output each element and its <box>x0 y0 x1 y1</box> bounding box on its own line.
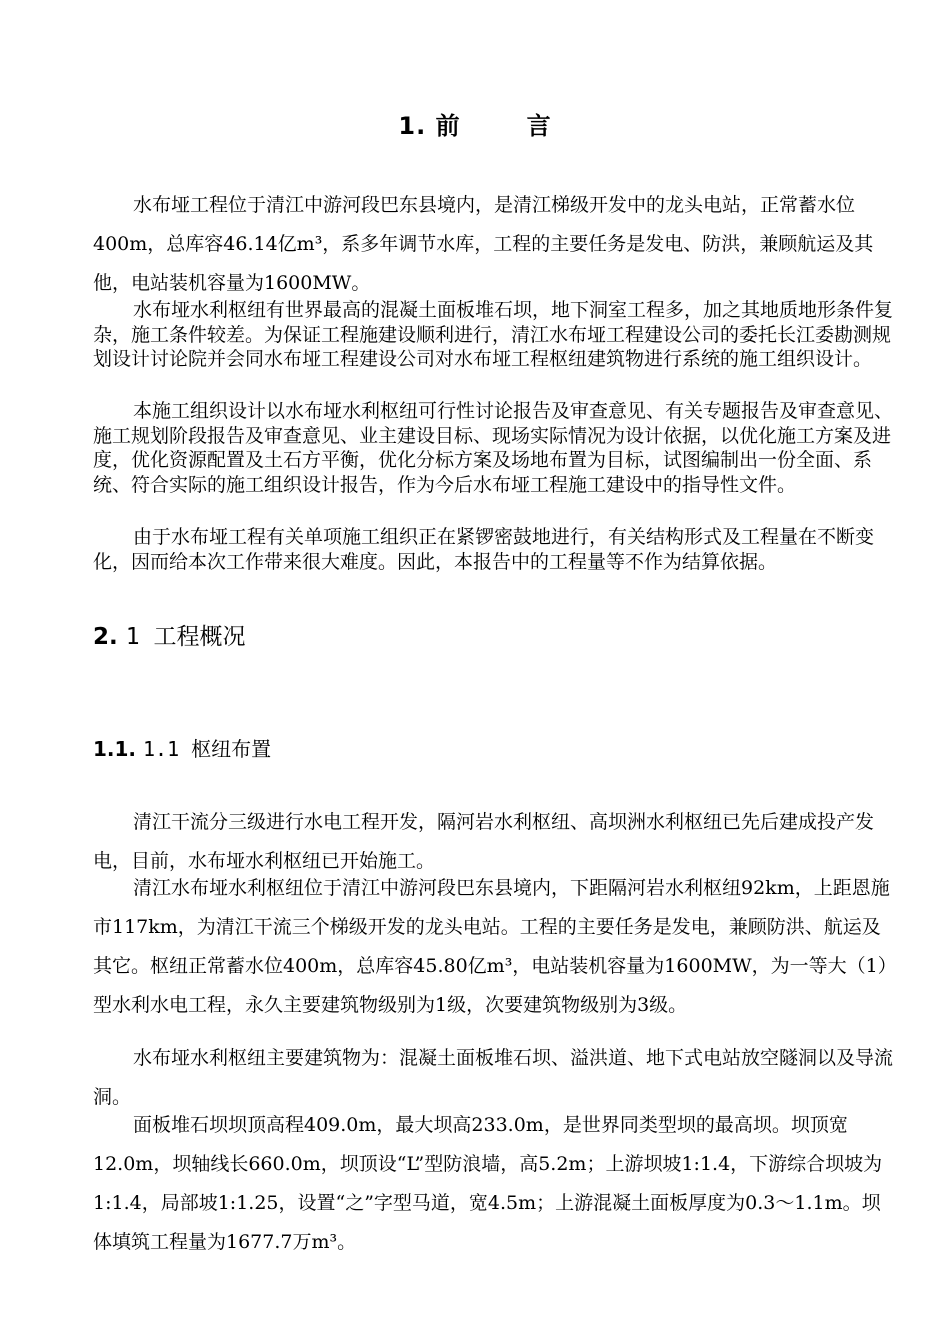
title-char-2: 言 <box>526 112 552 140</box>
layout-paragraph-1: 清江干流分三级进行水电工程开发，隔河岩水利枢纽、高坝洲水利枢纽已先后建成投产发电，目前，水布垭水利枢纽已开始施工。 <box>93 811 875 872</box>
title-char-1: 前 <box>435 112 461 140</box>
section-heading-number: 2. <box>93 624 118 650</box>
preface-paragraph-2: 水布垭水利枢纽有世界最高的混凝土面板堆石坝，地下洞室工程多，加之其地质地形条件复杂，施工条件较差。为保证工程施建设顺利进行，清江水布垭工程建设公司的委托长江委勘测规划设计讨论院并会同水布垭工程建设公司对水布垭工程枢纽建筑物进行系统的施工组织设计。 <box>93 299 894 370</box>
section-heading <box>93 618 245 651</box>
title-number: 1. <box>398 112 427 140</box>
layout-paragraph-3: 水布垭水利枢纽主要建筑物为：混凝土面板堆石坝、溢洪道、地下式电站放空隧洞以及导流洞。 <box>93 1047 894 1108</box>
layout-paragraph-4: 面板堆石坝坝顶高程409.0m，最大坝高233.0m，是世界同类型坝的最高坝。坝顶宽12.0m，坝轴线长660.0m，坝顶设“L”型防浪墙，高5.2m；上游坝坡1:1.4，下游综合坝坡为1:1.4，局部坡1:1.25，设置“之”字型马道，宽4.5m；上游混凝土面板厚度为0.3～1.1m。坝体填筑工程量为1677.7万m³。 <box>93 1114 883 1253</box>
preface-paragraph-3: 本施工组织设计以水布垭水利枢纽可行性讨论报告及审查意见、有关专题报告及审查意见、施工规划阶段报告及审查意见、业主建设目标、现场实际情况为设计依据，以优化施工方案及进度，优化资源配置及土石方平衡，优化分标方案及场地布置为目标，试图编制出一份全面、系统、符合实际的施工组织设计报告，作为今后水布垭工程施工建设中的指导性文件。 <box>93 400 894 496</box>
page-title <box>0 106 950 141</box>
section-heading-text: 1 工程概况 <box>125 624 246 650</box>
subsection-heading-text: 1.1 枢纽布置 <box>143 737 272 761</box>
preface-paragraph-1: 水布垭工程位于清江中游河段巴东县境内，是清江梯级开发中的龙头电站，正常蓄水位400m，总库容46.14亿m³，系多年调节水库，工程的主要任务是发电、防洪，兼顾航运及其他，电站装机容量为1600MW。 <box>93 194 874 294</box>
preface-paragraph-4: 由于水布垭工程有关单项施工组织正在紧锣密鼓地进行，有关结构形式及工程量在不断变化，因而给本次工作带来很大难度。因此，本报告中的工程量等不作为结算依据。 <box>93 526 875 573</box>
subsection-heading <box>93 733 271 762</box>
layout-paragraph-2: 清江水布垭水利枢纽位于清江中游河段巴东县境内，下距隔河岩水利枢纽92km，上距恩施市117km，为清江干流三个梯级开发的龙头电站。工程的主要任务是发电，兼顾防洪、航运及其它。枢纽正常蓄水位400m，总库容45.80亿m³，电站装机容量为1600MW，为一等大（1）型水利水电工程，永久主要建筑物级别为1级，次要建筑物级别为3级。 <box>93 877 890 1016</box>
subsection-heading-number: 1.1. <box>93 737 137 761</box>
